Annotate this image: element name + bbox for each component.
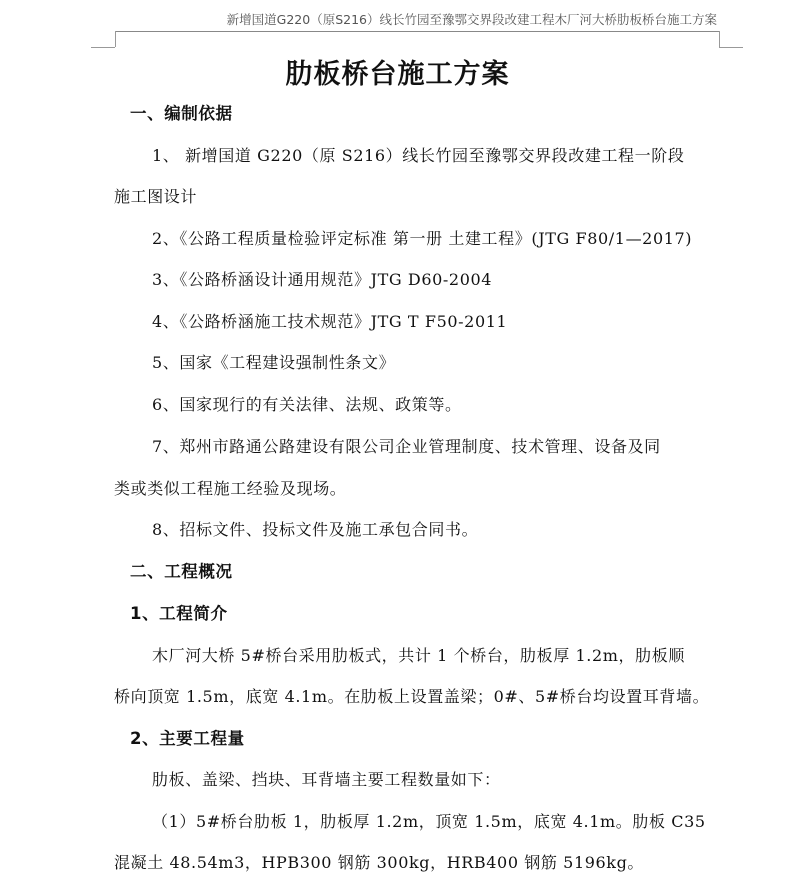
quantities-item-1-line-1: （1）5#桥台肋板 1，肋板厚 1.2m，顶宽 1.5m，底宽 4.1m。肋板 C35 xyxy=(152,812,706,831)
basis-item-5: 5、国家《工程建设强制性条文》 xyxy=(152,353,396,372)
intro-paragraph-line-1: 木厂河大桥 5#桥台采用肋板式，共计 1 个桥台，肋板厚 1.2m，肋板顺 xyxy=(152,646,685,665)
basis-item-1-line-2: 施工图设计 xyxy=(114,187,198,206)
basis-item-6: 6、国家现行的有关法律、法规、政策等。 xyxy=(152,395,462,414)
basis-item-8: 8、招标文件、投标文件及施工承包合同书。 xyxy=(152,520,479,539)
margin-corner-mark-right xyxy=(719,47,743,48)
quantities-item-1-line-2: 混凝土 48.54m3，HPB300 钢筋 300kg，HRB400 钢筋 5196kg。 xyxy=(114,853,645,872)
quantities-intro: 肋板、盖梁、挡块、耳背墙主要工程数量如下： xyxy=(152,770,501,789)
intro-paragraph-line-2: 桥向顶宽 1.5m，底宽 4.1m。在肋板上设置盖梁；0#、5#桥台均设置耳背墙。 xyxy=(114,687,710,706)
margin-corner-mark-left-v xyxy=(115,31,116,47)
subsection-heading-quantities: 2、主要工程量 xyxy=(130,729,245,748)
header-rule xyxy=(115,31,719,32)
margin-corner-mark-left xyxy=(91,47,115,48)
document-title: 肋板桥台施工方案 xyxy=(285,59,510,90)
running-header-title: 新增国道G220（原S216）线长竹园至豫鄂交界段改建工程木厂河大桥肋板桥台施工方案 xyxy=(226,12,717,27)
section-heading-overview: 二、工程概况 xyxy=(130,562,233,581)
basis-item-4: 4、《公路桥涵施工技术规范》JTG T F50-2011 xyxy=(152,312,508,331)
basis-item-7-line-2: 类或类似工程施工经验及现场。 xyxy=(114,479,347,498)
subsection-heading-intro: 1、工程简介 xyxy=(130,604,228,623)
section-heading-basis: 一、编制依据 xyxy=(130,104,233,123)
basis-item-3: 3、《公路桥涵设计通用规范》JTG D60-2004 xyxy=(152,270,493,289)
basis-item-7-line-1: 7、郑州市路通公路建设有限公司企业管理制度、技术管理、设备及同 xyxy=(152,437,661,456)
margin-corner-mark-right-v xyxy=(719,31,720,47)
basis-item-2: 2、《公路工程质量检验评定标准 第一册 土建工程》(JTG F80/1—2017) xyxy=(152,229,693,248)
basis-item-1-line-1: 1、 新增国道 G220（原 S216）线长竹园至豫鄂交界段改建工程一阶段 xyxy=(152,146,685,165)
